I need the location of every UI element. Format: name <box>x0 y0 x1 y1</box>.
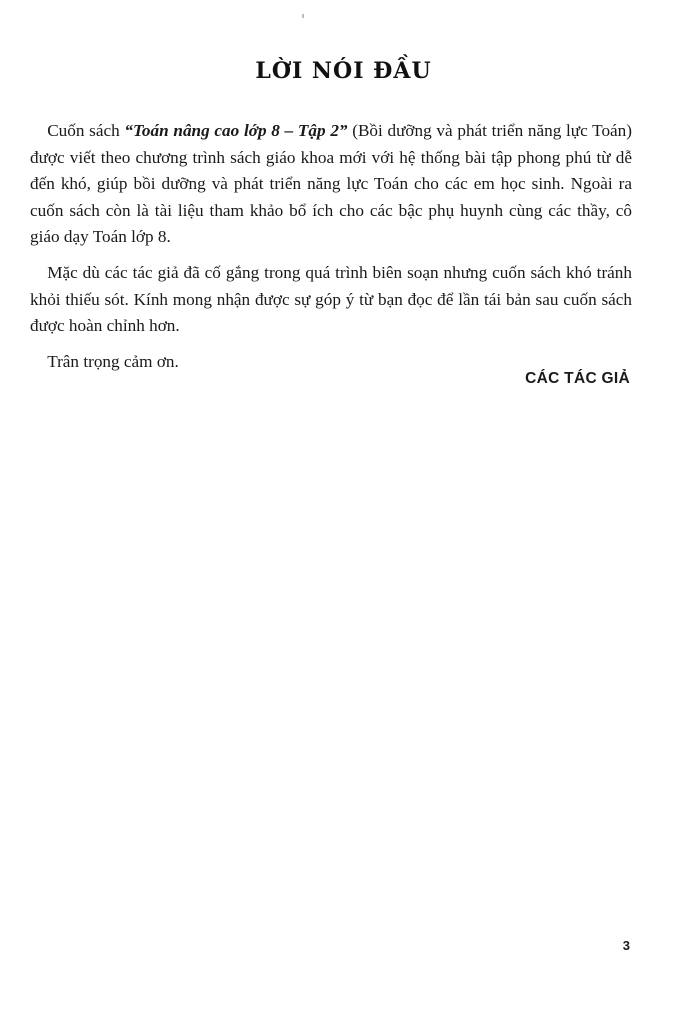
paragraph-apology-text: Mặc dù các tác giả đã cố gắng trong quá trình biên soạn nhưng cuốn sách khó tránh khỏi thiếu sót. Kính mong nhận được sự góp ý từ bạn đọc để lần tái bản sau cuốn sách được hoàn chỉnh hơn. <box>30 262 632 336</box>
preface-body <box>30 118 632 384</box>
author-signature: CÁC TÁC GIẢ <box>525 370 630 387</box>
paragraph-thanks-text: Trân trọng cảm ơn. <box>47 351 179 371</box>
book-title: “Toán nâng cao lớp 8 – Tập 2” <box>124 121 348 140</box>
paragraph-intro-rest: (Bồi dưỡng và phát triển năng lực Toán) được viết theo chương trình sách giáo khoa mới với hệ thống bài tập phong phú từ dễ đến khó, giúp bồi dưỡng và phát triển năng lực Toán cho các em học sinh. Ngoài ra cuốn sách còn là tài liệu tham khảo bổ ích cho các bậc phụ huynh cùng các thầy, cô giáo dạy Toán lớp 8. <box>30 121 632 247</box>
paragraph-intro <box>30 118 632 251</box>
scan-speck <box>302 14 304 18</box>
page-title: LỜI NÓI ĐẦU <box>255 58 432 84</box>
paragraph-intro-lead: Cuốn sách <box>47 121 125 140</box>
paragraph-apology <box>30 260 632 340</box>
page-number: 3 <box>622 938 630 953</box>
